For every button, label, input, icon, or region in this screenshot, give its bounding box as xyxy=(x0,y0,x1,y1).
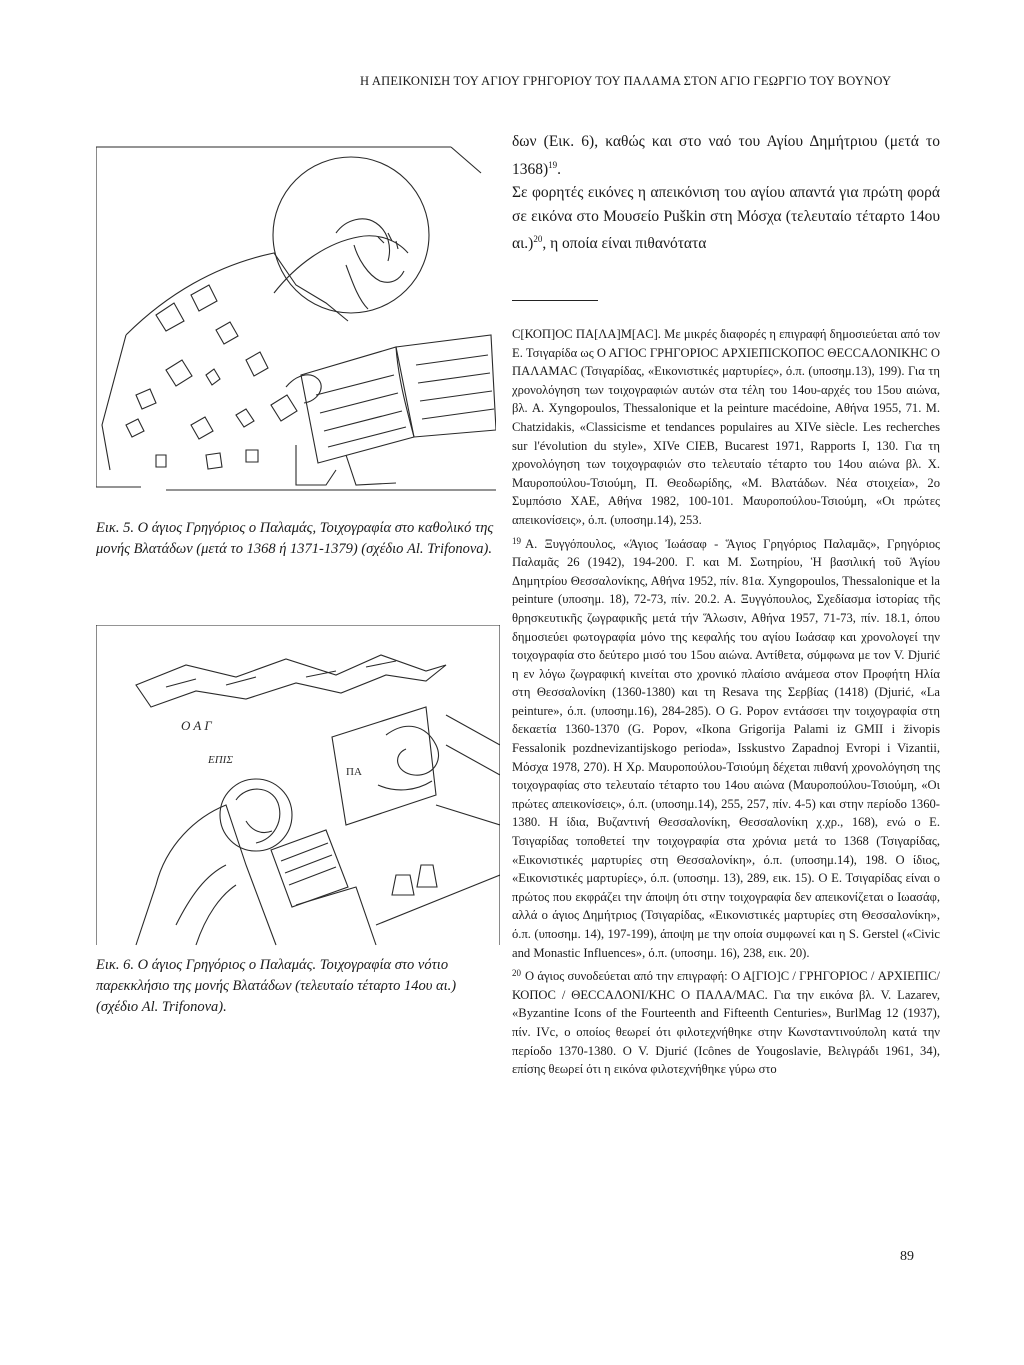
inscription-center: ΠΑ xyxy=(346,766,362,778)
footnote-continued: C[ΚΟΠ]ΟC ΠΑ[ΛΑ]Μ[ΑC]. Με μικρές διαφορές η επιγραφή δημοσιεύεται από τον Ε. Τσιγαρίδα ως Ο ΑΓΙΟC ΓΡΗΓΟΡΙΟC ΑΡΧΙΕΠΙCΚΟΠΟC ΘΕCCΑΛΟΝΙΚΗC Ο ΠΑΛΑΜΑC (Τσιγαρίδας, «Εικονιστικές μαρτυρίες», ό.π. (υποσημ.13), 199). Για τη χρονολόγηση των τοιχογραφιών αυτών στα τέλη του 14ου-αρχές του 15ου αιώνα, βλ. A. Xyngopoulos, Thessalonique et la peinture macédoine, Αθήνα 1955, 71. M. Chatzidakis, «Classicisme et tendances populaires au XIVe siècle. Les recherches sur l'évolution du style», XIVe CIEB, Bucarest 1971, Rapports I, 130. Για τη χρονολόγηση των τοιχογραφιών στο τελευταίο τέταρτο του 14ου αιώνα βλ. Χ. Μαυροπούλου-Τσιούμη, Π. Θεοδωρίδης, «Μ. Βλατάδων. Νέα στοιχεία», 2ο Συμπόσιο ΧΑΕ, Αθήνα 1982, 100-101. Μαυροπούλου-Τσιούμη, «Οι πρώτες απεικονίσεις», ό.π. (υποσημ.14), 253. xyxy=(512,327,940,527)
body-paragraph-1: δων (Εικ. 6), καθώς και στο ναό του Αγίου Δημήτριου (μετά το 1368)$^{19}$. xyxy=(512,133,940,178)
figure-5-caption: Εικ. 5. Ο άγιος Γρηγόριος ο Παλαμάς, Τοιχογραφία στο καθολικό της μονής Βλατάδων (μετά το 1368 ή 1371-1379) (σχέδιο Al. Trifonova). xyxy=(96,520,494,557)
footnotes xyxy=(512,325,940,1081)
figure-6-drawing xyxy=(96,625,500,950)
body-paragraph-2: Σε φορητές εικόνες η απεικόνιση του αγίου απαντά για πρώτη φορά σε εικόνα στο Μουσείο Puškin στη Μόσχα (τελευταίο τέταρτο 14ου αι.)$^{20}$, η οποία είναι πιθανότατα xyxy=(512,184,940,253)
running-head: Η ΑΠΕΙΚΟΝΙΣΗ ΤΟΥ ΑΓΙΟΥ ΓΡΗΓΟΡΙΟΥ ΤΟΥ ΠΑΛΑΜΑ ΣΤΟΝ ΑΓΙΟ ΓΕΩΡΓΙΟ ΤΟΥ ΒΟΥΝΟΥ xyxy=(360,74,892,88)
footnote-20: $^{20}$ Ο άγιος συνοδεύεται από την επιγραφή: Ο Α[ΓΙΟ]C / ΓΡΗΓΟΡΙΟC / ΑΡΧΙΕΠΙC/ΚΟΠΟC / ΘΕCCΑΛΟΝΙ/ΚΗC Ο ΠΑΛΑ/ΜΑC. Για την εικόνα βλ. V. Lazarev, «Byzantine Icons of the Fourteenth and Fifteenth Centuries», BurlMag 12 (1937), πίν. IVc, ο οποίος θεωρεί ότι φιλοτεχνήθηκε στην Κωνσταντινούπολη κατά την περίοδο 1370-1380. O V. Djurić (Icônes de Yougoslavie, Βελιγράδι 1961, 34), επίσης θεωρεί ότι η εικόνα φιλοτεχνήθηκε γύρω στο xyxy=(512,968,940,1077)
footnote-separator xyxy=(512,300,598,301)
inscription-left-top: Ο Α Γ xyxy=(181,718,212,733)
inscription-left-bottom: ΕΠΙΣ xyxy=(208,754,233,766)
figure-5-drawing xyxy=(96,125,496,515)
page-number: 89 xyxy=(900,1249,914,1264)
body-text xyxy=(512,130,940,256)
footnote-19: $^{19}$ Α. Ξυγγόπουλος, «Άγιος Ἰωάσαφ - Ἅγιος Γρηγόριος Παλαμᾶς», Γρηγόριος Παλαμᾶς 26 (1942), 194-200. Γ. και Μ. Σωτηρίου, Ἡ βασιλική τοῦ Ἁγίου Δημητρίου Θεσσαλονίκης, Αθήνα 1952, πίν. 81α. Xyngopoulos, Thessalonique et la peinture (υποσημ. 18), 72-73, πίν. 20.2. Α. Ξυγγόπουλος, Σχεδίασμα ἱστορίας τῆς θρησκευτικῆς ζωγραφικῆς μετά τήν Ἅλωσιν, Αθήνα 1957, 71-73, πίν. 18.1, όπου δημοσιεύει φωτογραφία μόνο της κεφαλής του αγίου Ιωάσαφ και χρονολογεί την τοιχογραφία στο δεύτερο μισό του 15ου αιώνα. Αντίθετα, σύμφωνα με τον V. Djurić η εν λόγω ζωγραφική κινείται στο χρονικό πλαίσιο ανάμεσα στον Προφήτη Ηλία στη Θεσσαλονίκη (1360-1380) και τη Resava της Σερβίας (1418) (Djurić, «La peinture», ό.π. (υποσημ.16), 284-285). O G. Popov εντάσσει την τοιχογραφία στη δεκαετία 1360-1370 (G. Popov, «Ikona Grigorija Palami iz GMII i živopis Fessalonik pozdnevizantijskogo perioda», Isskustvo Zapadnoj Evropi i Vizantii, Μόσχα 1978, 270). Η Χρ. Μαυροπούλου-Τσιούμη δέχεται πιθανή χρονολόγηση της τοιχογραφίας στο τελευταίο τέταρτο του 14ου αιώνα (Μαυροπούλου-Τσιούμη, «Οι πρώτες απεικονίσεις», ό.π. (υποσημ.14), 255, 257, πίν. 4-5) και στην περίοδο 1360-1380. Η ίδια, Βυζαντινή Θεσσαλονίκη, Θεσσαλονίκη χ.χρ., 168), ενώ ο Ε. Τσιγαρίδας τοποθετεί την τοιχογραφία στα χρόνια μετά το 1368 (Τσιγαρίδας, «Εικονιστικές μαρτυρίες στη Θεσσαλονίκη», ό.π. (υποσημ.14), 198. Ο ίδιος, «Εικονιστικές μαρτυρίες», ό.π. (υποσημ. 13), 289, εικ. 15). Ο Ε. Τσιγαρίδας είναι ο πρώτος που εκφράζει την άποψη ότι στην τοιχογραφία δεν απεικονίζεται ο Ιωασάφ, αλλά ο άγιος Δημήτριος (Τσιγαρίδας, «Εικονιστικές μαρτυρίες στη Θεσσαλονίκη», ό.π. (υποσημ. 14), 197-199), άποψη με την οποία συμφωνεί και η S. Gerstel («Civic and Monastic Influences», ό.π. (υποσημ. 16), 238, εικ. 20). xyxy=(512,535,940,960)
figure-6-caption: Εικ. 6. Ο άγιος Γρηγόριος ο Παλαμάς. Τοιχογραφία στο νότιο παρεκκλήσιο της μονής Βλατάδων (τελευταίο τέταρτο 14ου αι.) (σχέδιο Al. Trifonova). xyxy=(96,957,457,1015)
